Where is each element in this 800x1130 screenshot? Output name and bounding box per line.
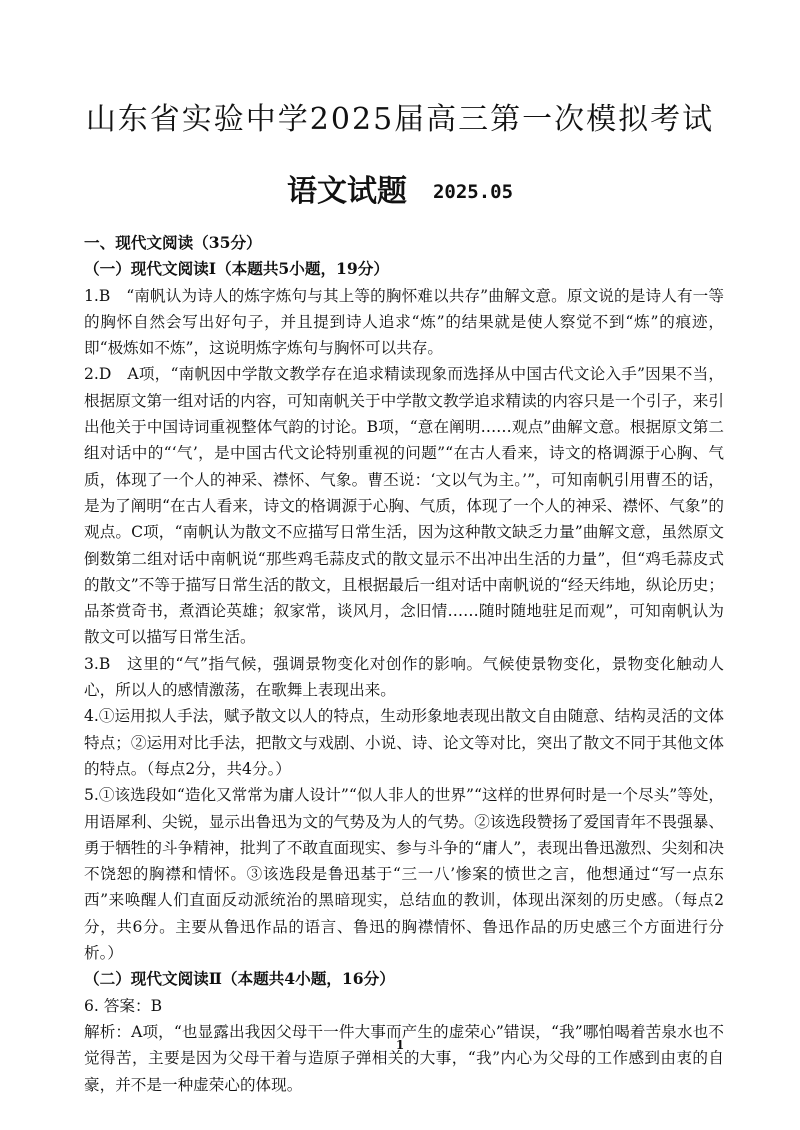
answer-q1: 1.B “南帆认为诗人的炼字炼句与其上等的胸怀难以共存”曲解文意。原文说的是诗人有一等的胸怀自然会写出好句子，并且提到诗人追求“炼”的结果就是使人察觉不到“炼”的痕迹，即“极炼如不炼”，这说明炼字炼句与胸怀可以共存。 [84, 286, 724, 358]
exam-date: 2025.05 [432, 181, 514, 203]
school-title: 山东省实验中学2025届高三第一次模拟考试 [85, 102, 715, 137]
answer-q3: 3.B 这里的“气”指气候，强调景物变化对创作的影响。气候使景物变化，景物变化触动人心，所以人的感情激荡，在歌舞上表现出来。 [84, 654, 724, 700]
part-heading: （二）现代文阅读Ⅱ（本题共4小题，16分） [84, 969, 395, 989]
part-heading: （一）现代文阅读Ⅰ（本题共5小题，19分） [84, 259, 389, 279]
subject-line [0, 166, 800, 210]
subject-title: 语文试题 [286, 174, 407, 209]
answer-q5: 5.①该选段如“造化又常常为庸人设计”“似人非人的世界”“这样的世界何时是一个尽头”等处，用语犀利、尖锐，显示出鲁迅为文的气势及为人的气势。②该选段赞扬了爱国青年不畏强暴、勇于牺牲的斗争精神，批判了不敢直面现实、参与斗争的“庸人”，表现出鲁迅激烈、尖刻和决不饶恕的胸襟和情怀。③该选段是鲁迅基于“三一八’惨案的愤世之言，他想通过“写一点东西”来唤醒人们直面反动派统治的黑暗现实，总结血的教训，体现出深刻的历史感。（每点2分，共6分。主要从鲁迅作品的语言、鲁迅的胸襟情怀、鲁迅作品的历史感三个方面进行分析。） [84, 786, 724, 963]
analysis-q6: 解析：A项，“也显露出我因父母干一件大事而产生的虚荣心”错误，“我”哪怕喝着苦泉水也不觉得苦，主要是因为父母干着与造原子弹相关的大事，“我”内心为父母的工作感到由衷的自豪，并不是一种虚荣心的体现。 [84, 1022, 724, 1094]
answer-q2: 2.D A项，“南帆因中学散文教学存在追求精读现象而选择从中国古代文论入手”因果不当，根据原文第一组对话的内容，可知南帆关于中学散文教学追求精读的内容只是一个引子，来引出他关于中国诗词重视整体气韵的讨论。B项，“意在阐明……观点”曲解文意。根据原文第二组对话中的“‘气’，是中国古代文论特别重视的问题”“在古人看来，诗文的格调源于心胸、气质，体现了一个人的神采、襟怀、气象。曹丕说：‘文以气为主。’”，可知南帆引用曹丕的话，是为了阐明“在古人看来，诗文的格调源于心胸、气质，体现了一个人的神采、襟怀、气象”的观点。C项，“南帆认为散文不应描写日常生活，因为这种散文缺乏力量”曲解文意，虽然原文倒数第二组对话中南帆说“那些鸡毛蒜皮式的散文显示不出冲出生活的力量”，但“鸡毛蒜皮式的散文”不等于描写日常生活的散文，且根据最后一组对话中南帆说的“经天纬地，纵论历史；品茶赏奇书，煮酒论英雄；叙家常，谈风月，念旧情……随时随地驻足而观”，可知南帆认为散文可以描写日常生活。 [84, 365, 724, 647]
answer-content [84, 230, 724, 1098]
section-heading: 一、现代文阅读（35分） [84, 233, 262, 252]
answer-q6: 6. 答案：B [84, 996, 163, 1015]
answer-q4: 4.①运用拟人手法，赋予散文以人的特点，生动形象地表现出散文自由随意、结构灵活的文体特点；②运用对比手法，把散文与戏剧、小说、诗、论文等对比，突出了散文不同于其他文体的特点。（每点2分，共4分。） [84, 707, 724, 778]
page-number: 1 [395, 1038, 405, 1052]
